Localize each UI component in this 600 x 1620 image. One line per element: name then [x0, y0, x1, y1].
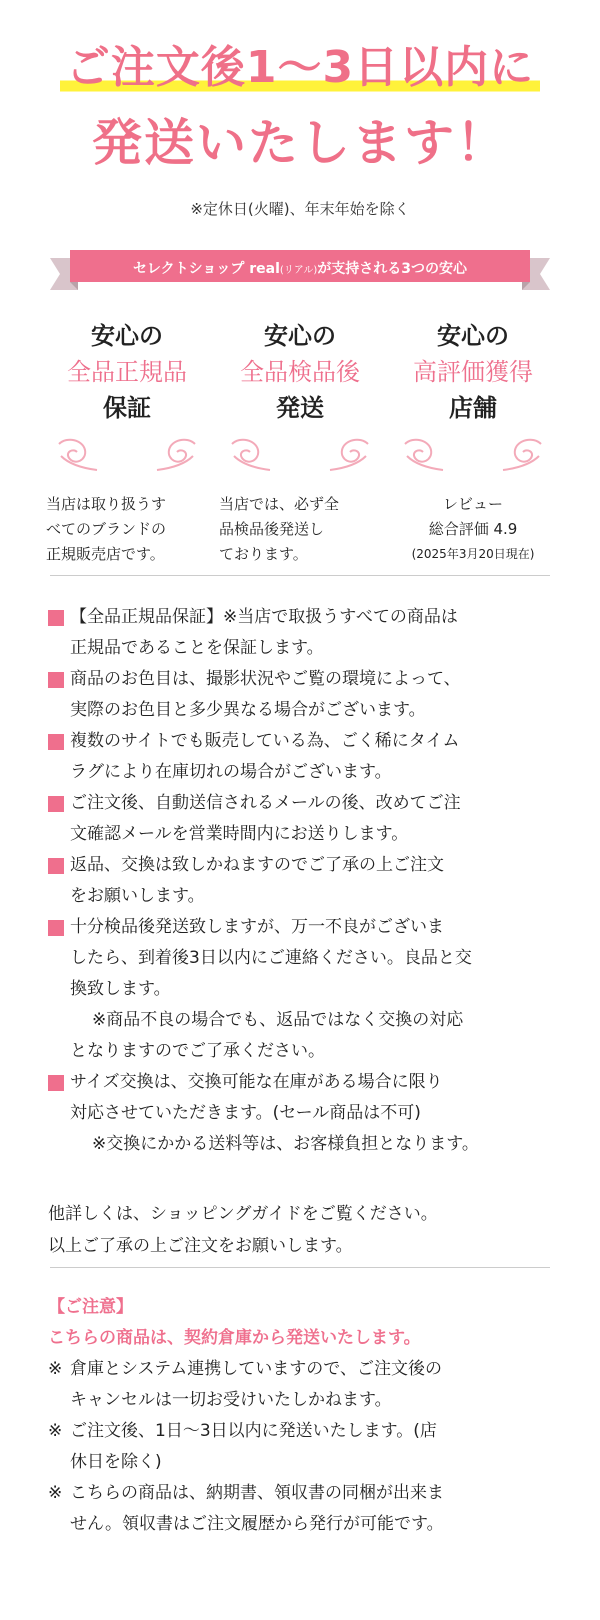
rating-value: 総合評価 4.9 [428, 520, 518, 538]
headline-line1: ご注文後1～3日以内に [60, 40, 540, 96]
note-line: 返品、交換は致しかねますのでご了承の上ご注文 [70, 855, 444, 875]
note-line: 換致します。 [70, 979, 171, 999]
rating-date: (2025年3月20日現在) [411, 547, 535, 561]
note-line: したら、到着後3日以内にご連絡ください。良品と交 [70, 948, 472, 968]
caution-line: 倉庫とシステム連携していますので、ご注文後の [70, 1359, 442, 1379]
holiday-note: ※定休日(火曜)、年末年始を除く [190, 200, 410, 218]
flourish-ornament [40, 434, 214, 474]
note-line: ご注文後、自動送信されるメールの後、改めてご注 [70, 793, 461, 813]
feature-line1: 安心の [437, 322, 509, 350]
note-line: ラグにより在庫切れの場合がございます。 [70, 762, 392, 782]
feature-line2: 全品正規品 [67, 358, 187, 386]
note-line: 商品のお色目は、撮影状況やご覧の環境によって、 [70, 669, 461, 689]
divider [50, 1267, 550, 1268]
closing-line: 以上ご了承の上ご注文をお願いします。 [48, 1236, 353, 1256]
closing-text [48, 1198, 558, 1262]
caution-line: ご注文後、1日～3日以内に発送いたします。(店 [70, 1421, 437, 1441]
feature-line1: 安心の [264, 322, 336, 350]
caution-section [48, 1292, 558, 1540]
note-item [48, 788, 558, 850]
feature-description [40, 492, 214, 567]
feature-description [386, 492, 560, 567]
notes-list [48, 602, 558, 1160]
feature-rating [386, 318, 560, 567]
reference-mark: ※ [48, 1483, 63, 1503]
ribbon-text-b: が支持される3つの安心 [317, 261, 468, 277]
note-line: サイズ交換は、交換可能な在庫がある場合に限り [70, 1072, 443, 1092]
square-bullet-icon [48, 920, 64, 936]
note-item [48, 726, 558, 788]
feature-line2: 高評価獲得 [413, 358, 533, 386]
desc-line: 品検品後発送し [219, 520, 325, 538]
note-line: 文確認メールを営業時間内にお送りします。 [70, 824, 409, 844]
note-line: 複数のサイトでも販売している為、ごく稀にタイム [70, 731, 460, 751]
square-bullet-icon [48, 796, 64, 812]
caution-line: こちらの商品は、納期書、領収書の同梱が出来ま [70, 1483, 444, 1503]
ribbon-banner [50, 248, 550, 298]
caution-item [48, 1354, 558, 1416]
square-bullet-icon [48, 1075, 64, 1091]
flourish-ornament [213, 434, 387, 474]
divider [50, 575, 550, 576]
note-item [48, 1067, 558, 1160]
headline-line2: 発送いたします！ [92, 114, 508, 172]
square-bullet-icon [48, 610, 64, 626]
caution-line: キャンセルは一切お受けいたしかねます。 [70, 1390, 392, 1410]
feature-description [213, 492, 387, 567]
feature-line3: 保証 [103, 394, 151, 422]
note-line: 【全品正規品保証】※当店で取扱うすべての商品は [70, 607, 458, 627]
headline [0, 40, 600, 176]
desc-line: 当店では、必ず全 [219, 495, 340, 513]
ribbon-text-a: セレクトショップ real [132, 261, 280, 277]
note-item [48, 850, 558, 912]
note-line: 対応させていただきます。(セール商品は不可) [70, 1103, 421, 1123]
note-line: 実際のお色目と多少異なる場合がございます。 [70, 700, 426, 720]
feature-line2: 全品検品後 [240, 358, 360, 386]
flourish-ornament [386, 434, 560, 474]
closing-line: 他詳しくは、ショッピングガイドをご覧ください。 [48, 1204, 438, 1224]
note-subline: ※商品不良の場合でも、返品ではなく交換の対応 [92, 1010, 464, 1030]
note-item [48, 602, 558, 664]
feature-line3: 店舗 [449, 394, 497, 422]
desc-line: べてのブランドの [46, 520, 167, 538]
note-subline: となりますのでご了承ください。 [70, 1041, 325, 1061]
note-line: をお願いします。 [70, 886, 205, 906]
feature-columns [40, 318, 560, 568]
caution-subtitle: こちらの商品は、契約倉庫から発送いたします。 [48, 1328, 421, 1348]
square-bullet-icon [48, 734, 64, 750]
desc-line: 当店は取り扱うす [46, 495, 167, 513]
desc-line: ております。 [219, 545, 308, 563]
reference-mark: ※ [48, 1421, 63, 1441]
caution-title: 【ご注意】 [48, 1297, 133, 1317]
reference-mark: ※ [48, 1359, 63, 1379]
caution-item [48, 1478, 558, 1540]
note-line: 正規品であることを保証します。 [70, 638, 324, 658]
desc-line: 正規販売店です。 [46, 545, 165, 563]
feature-line3: 発送 [276, 394, 324, 422]
note-line: 十分検品後発送致しますが、万一不良がございま [70, 917, 444, 937]
feature-inspection [213, 318, 387, 567]
note-item [48, 664, 558, 726]
desc-line: レビュー [442, 495, 503, 513]
note-item [48, 912, 558, 1067]
feature-authentic [40, 318, 214, 567]
ribbon-text [80, 257, 520, 281]
caution-line: せん。領収書はご注文履歴から発行が可能です。 [70, 1514, 444, 1534]
feature-line1: 安心の [91, 322, 163, 350]
caution-line: 休日を除く) [70, 1452, 162, 1472]
square-bullet-icon [48, 672, 64, 688]
note-subline: ※交換にかかる送料等は、お客様負担となります。 [92, 1134, 479, 1154]
caution-item [48, 1416, 558, 1478]
ribbon-text-small: (リアル) [279, 265, 318, 276]
square-bullet-icon [48, 858, 64, 874]
